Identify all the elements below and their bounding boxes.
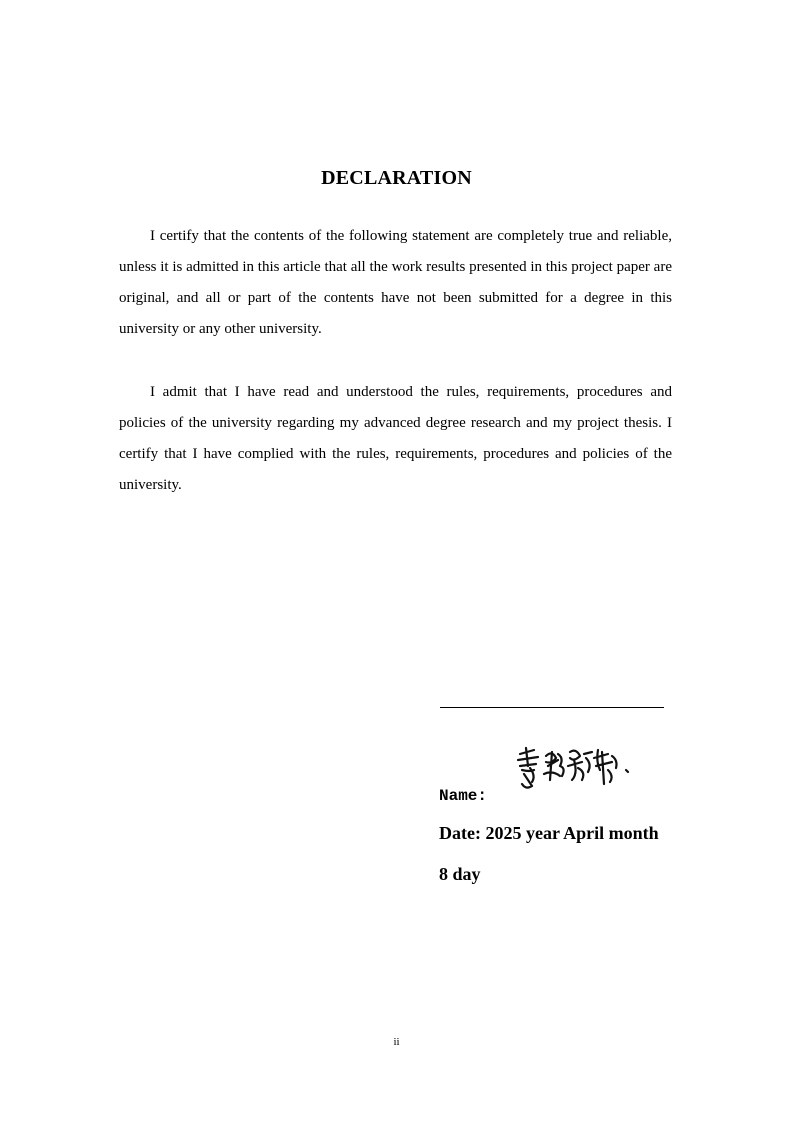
- signature-underline: [440, 707, 664, 708]
- name-label: Name:: [439, 787, 488, 805]
- paragraph-admit: I admit that I have read and understood the rules, requirements, procedures and policies of the university regarding my advanced degree research and my project thesis. I certify that I have complied with the rules, requirements, procedures and policies of the university.: [119, 384, 672, 493]
- date-line: Date: 2025 year April month: [439, 823, 659, 843]
- page-title: DECLARATION: [321, 167, 472, 189]
- paragraph-certify: I certify that the contents of the following statement are completely true and reliable, unless it is admitted in this article that all the work results presented in this project paper are original, and all or part of the contents have not been submitted for a degree in this university or any other university.: [119, 228, 672, 337]
- handwritten-signature: [512, 740, 640, 796]
- page-number: ii: [393, 1036, 400, 1048]
- day-line: 8 day: [439, 864, 481, 884]
